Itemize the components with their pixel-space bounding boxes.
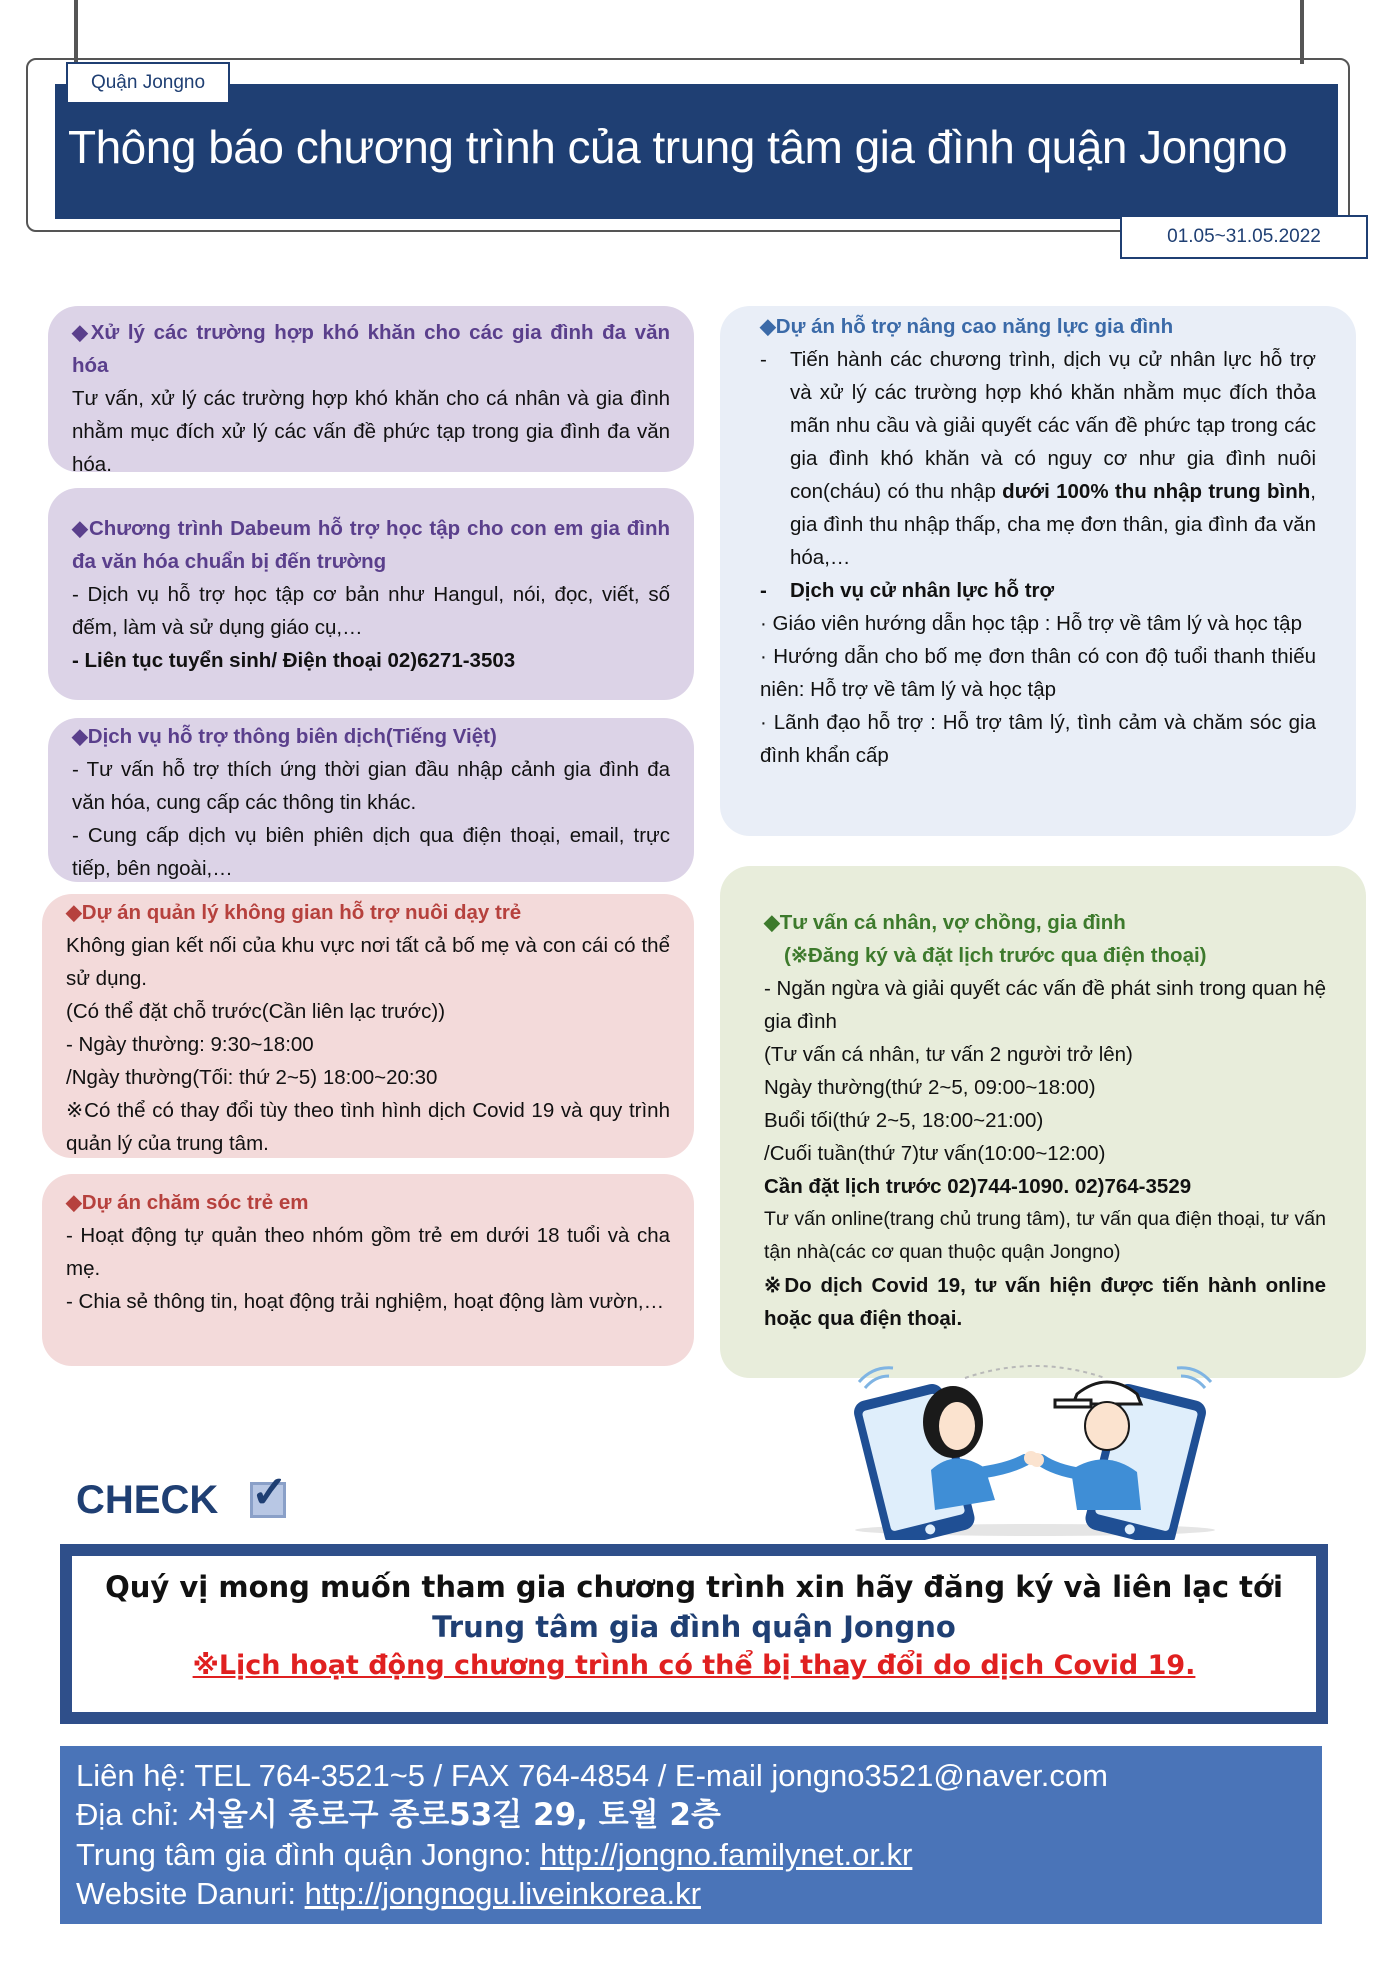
woman-figure-icon bbox=[923, 1386, 1038, 1510]
card-line: - Ngăn ngừa và giải quyết các vấn đề phát sinh trong quan hệ gia đình bbox=[764, 977, 1326, 1033]
district-tag: Quận Jongno bbox=[66, 62, 230, 104]
card-title: ◆ Xử lý các trường hợp khó khăn cho các gia đình đa văn hóa bbox=[72, 316, 670, 382]
notice-line-2: Trung tâm gia đình quận Jongno bbox=[432, 1610, 956, 1644]
card-line: Buổi tối(thứ 2~5, 18:00~21:00) bbox=[764, 1109, 1044, 1132]
item-text: Tiến hành các chương trình, dịch vụ cử nhân lực hỗ trợ và xử lý các trường hợp khó khăn nhằm mục đích thỏa mãn nhu cầu và giải quyết các vấn đề phức tạp trong các gia đình khó khăn và có nguy cơ như gia đình nuôi con(cháu) có thu nhập bbox=[790, 348, 1316, 503]
card-phone-line: - Liên tục tuyển sinh/ Điện thoại 02)6271-3503 bbox=[72, 649, 516, 672]
check-mark-icon: ✓ bbox=[251, 1468, 288, 1517]
card-line: - Hoạt động tự quản theo nhóm gồm trẻ em dưới 18 tuổi và cha mẹ. bbox=[66, 1224, 670, 1280]
danuri-label: Website Danuri: bbox=[76, 1876, 305, 1911]
card-line: Ngày thường(thứ 2~5, 09:00~18:00) bbox=[764, 1076, 1096, 1099]
card-capacity bbox=[720, 306, 1356, 836]
card-title: ◆ Dự án hỗ trợ nâng cao năng lực gia đình bbox=[760, 310, 1316, 343]
card-line: Không gian kết nối của khu vực nơi tất cả bố mẹ và con cái có thể sử dụng. bbox=[66, 934, 670, 990]
card-line: (Tư vấn cá nhân, tư vấn 2 người trở lên) bbox=[764, 1043, 1133, 1066]
card-line: - Cung cấp dịch vụ biên phiên dịch qua điện thoại, email, trực tiếp, bên ngoài,… bbox=[72, 824, 670, 880]
card-dabeum bbox=[48, 488, 694, 700]
card-line: ※Có thể có thay đổi tùy theo tình hình dịch Covid 19 và quy trình quản lý của trung tâm. bbox=[66, 1099, 670, 1155]
capacity-sub-2: · Hướng dẫn cho bố mẹ đơn thân có con độ tuổi thanh thiếu niên: Hỗ trợ về tâm lý và học tập bbox=[760, 645, 1316, 701]
card-title: ◆ Dịch vụ hỗ trợ thông biên dịch(Tiếng Việt) bbox=[72, 720, 670, 753]
checkbox-icon bbox=[250, 1468, 288, 1518]
capacity-item-1: - Tiến hành các chương trình, dịch vụ cử nhân lực hỗ trợ và xử lý các trường hợp khó khăn nhằm mục đích thỏa mãn nhu cầu và giải quyết các vấn đề phức tạp trong các gia đình khó khăn và có nguy cơ như gia đình nuôi con(cháu) có thu nhập dưới 100% thu nhập trung bình, gia đình thu nhập thấp, cha mẹ đơn thân, gia đình đa văn hóa,… bbox=[760, 348, 1316, 569]
address-label: Địa chỉ: bbox=[76, 1797, 188, 1832]
item-text: Dịch vụ cử nhân lực hỗ trợ bbox=[790, 579, 1055, 602]
card-childcare-space bbox=[42, 894, 694, 1158]
card-title: ◆ Chương trình Dabeum hỗ trợ học tập cho con em gia đình đa văn hóa chuẩn bị đến trường bbox=[72, 512, 670, 578]
card-line: - Dịch vụ hỗ trợ học tập cơ bản như Hangul, nói, đọc, viết, số đếm, làm và sử dụng giáo cụ,… bbox=[72, 583, 670, 639]
frame-right-post bbox=[1300, 0, 1304, 64]
frame-left-post bbox=[74, 0, 78, 64]
phone-call-illustration bbox=[845, 1360, 1225, 1540]
page-title: Thông báo chương trình của trung tâm gia đình quận Jongno bbox=[68, 121, 1288, 173]
card-title: ◆ Dự án chăm sóc trẻ em bbox=[66, 1186, 670, 1219]
card-subtitle: (※Đăng ký và đặt lịch trước qua điện thoại) bbox=[784, 944, 1207, 967]
date-range: 01.05~31.05.2022 bbox=[1120, 215, 1368, 259]
card-multicultural bbox=[48, 306, 694, 476]
card-phone-line: Cần đặt lịch trước 02)744-1090. 02)764-3529 bbox=[764, 1175, 1192, 1198]
card-line: - Chia sẻ thông tin, hoạt động trải nghiệm, hoạt động làm vườn,… bbox=[66, 1290, 665, 1313]
card-line: /Cuối tuần(thứ 7)tư vấn(10:00~12:00) bbox=[764, 1142, 1106, 1165]
danuri-line bbox=[76, 1874, 1306, 1913]
card-covid-note: ※Do dịch Covid 19, tư vấn hiện được tiến hành online hoặc qua điện thoại. bbox=[764, 1274, 1326, 1330]
item-bold: dưới 100% thu nhập trung bình bbox=[1002, 480, 1311, 503]
center-label: Trung tâm gia đình quận Jongno: bbox=[76, 1837, 541, 1872]
center-line bbox=[76, 1835, 1306, 1874]
capacity-sub-1: · Giáo viên hướng dẫn học tập : Hỗ trợ về tâm lý và học tập bbox=[760, 612, 1302, 635]
card-title: ◆ Tư vấn cá nhân, vợ chồng, gia đình bbox=[764, 906, 1326, 939]
card-title: ◆ Dự án quản lý không gian hỗ trợ nuôi dạy trẻ bbox=[66, 896, 670, 929]
card-line: - Ngày thường: 9:30~18:00 bbox=[66, 1033, 314, 1056]
address-line bbox=[76, 1795, 1306, 1835]
check-label: CHECK bbox=[76, 1478, 219, 1522]
item-text: , gia đình thu nhập thấp, cha mẹ đơn thân, gia đình đa văn hóa,… bbox=[790, 480, 1316, 569]
card-line: (Có thể đặt chỗ trước(Cần liên lạc trước)) bbox=[66, 1000, 446, 1023]
card-line: - Tư vấn hỗ trợ thích ứng thời gian đầu nhập cảnh gia đình đa văn hóa, cung cấp các thông tin khác. bbox=[72, 758, 670, 814]
capacity-item-2: - Dịch vụ cử nhân lực hỗ trợ bbox=[760, 574, 1316, 607]
capacity-sub-3: · Lãnh đạo hỗ trợ : Hỗ trợ tâm lý, tình cảm và chăm sóc gia đình khẩn cấp bbox=[760, 711, 1316, 767]
card-line: Tư vấn online(trang chủ trung tâm), tư vấn qua điện thoại, tư vấn tận nhà(các cơ quan thuộc quận Jongno) bbox=[764, 1208, 1326, 1263]
card-interpret bbox=[48, 718, 694, 882]
notice-line-1: Quý vị mong muốn tham gia chương trình xin hãy đăng ký và liên lạc tới bbox=[105, 1570, 1283, 1604]
card-body: Tư vấn, xử lý các trường hợp khó khăn cho cá nhân và gia đình nhằm mục đích xử lý các vấn đề phức tạp trong gia đình đa văn hóa. bbox=[72, 387, 670, 476]
address-value: 서울시 종로구 종로53길 29, 토월 2층 bbox=[187, 1797, 721, 1833]
card-child-care bbox=[42, 1174, 694, 1366]
card-line: /Ngày thường(Tối: thứ 2~5) 18:00~20:30 bbox=[66, 1066, 438, 1089]
contact-line: Liên hệ: TEL 764-3521~5 / FAX 764-4854 / E-mail jongno3521@naver.com bbox=[76, 1758, 1108, 1793]
notice-box bbox=[72, 1556, 1316, 1712]
card-counsel bbox=[720, 866, 1366, 1378]
center-website-link[interactable]: http://jongno.familynet.or.kr bbox=[540, 1837, 913, 1872]
contact-band bbox=[60, 1746, 1322, 1924]
danuri-website-link[interactable]: http://jongnogu.liveinkorea.kr bbox=[304, 1876, 701, 1911]
notice-covid-warning: ※Lịch hoạt động chương trình có thể bị thay đổi do dịch Covid 19. bbox=[192, 1650, 1196, 1681]
